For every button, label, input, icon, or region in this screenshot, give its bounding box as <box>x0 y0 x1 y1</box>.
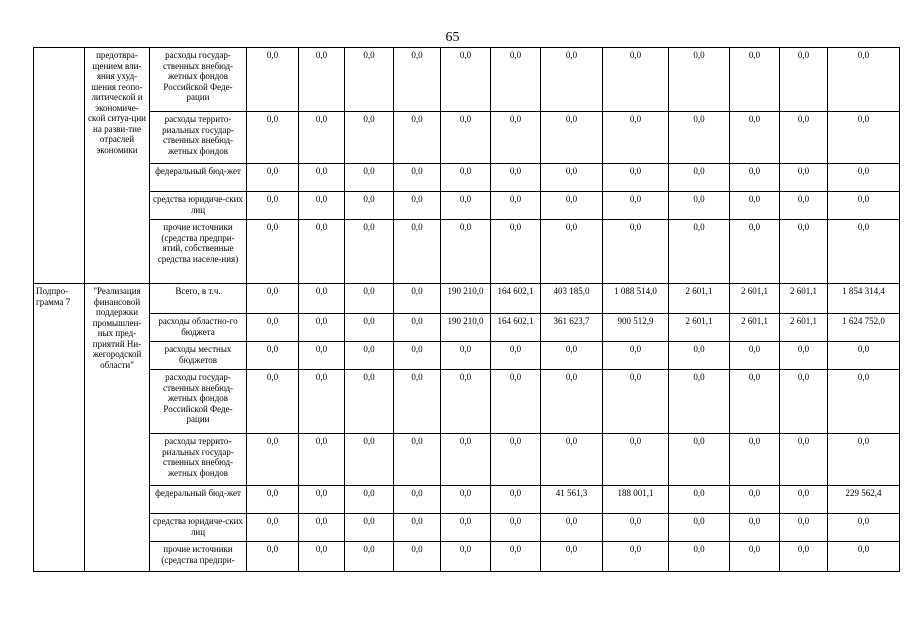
value-cell: 0,0 <box>669 220 730 284</box>
funding-source-cell: расходы террито-риальных государ-ственных внебюд-жетных фондов <box>150 434 247 486</box>
value-cell: 0,0 <box>669 370 730 434</box>
value-cell: 0,0 <box>299 314 345 342</box>
table-row <box>34 112 900 164</box>
value-cell: 1 088 514,0 <box>603 284 669 314</box>
value-cell: 0,0 <box>669 514 730 542</box>
value-cell: 0,0 <box>247 220 299 284</box>
value-cell: 0,0 <box>394 192 441 220</box>
value-cell: 0,0 <box>603 514 669 542</box>
value-cell: 0,0 <box>828 192 900 220</box>
page-number: 65 <box>445 30 460 45</box>
value-cell: 0,0 <box>491 514 541 542</box>
funding-source-cell: прочие источники (средства предпри- <box>150 542 247 572</box>
table-row <box>34 192 900 220</box>
value-cell: 0,0 <box>247 370 299 434</box>
value-cell: 0,0 <box>669 164 730 192</box>
value-cell: 0,0 <box>394 542 441 572</box>
value-cell: 0,0 <box>828 220 900 284</box>
value-cell: 0,0 <box>441 164 491 192</box>
value-cell: 0,0 <box>441 342 491 370</box>
value-cell: 2 601,1 <box>780 284 828 314</box>
value-cell: 0,0 <box>491 342 541 370</box>
value-cell: 0,0 <box>345 284 394 314</box>
value-cell: 0,0 <box>780 342 828 370</box>
value-cell: 1 624 752,0 <box>828 314 900 342</box>
value-cell: 0,0 <box>780 486 828 514</box>
value-cell: 0,0 <box>780 164 828 192</box>
funding-source-cell: средства юридиче-ских лиц <box>150 192 247 220</box>
value-cell: 900 512,9 <box>603 314 669 342</box>
value-cell: 190 210,0 <box>441 284 491 314</box>
value-cell: 0,0 <box>780 192 828 220</box>
program-name-cell: предотвра-щением вли-яния ухуд-шения геопо-литической и экономиче-ской ситуа-ции на разви-тие отраслей экономики <box>85 48 150 284</box>
value-cell: 0,0 <box>541 342 603 370</box>
value-cell: 0,0 <box>669 542 730 572</box>
value-cell: 0,0 <box>828 514 900 542</box>
value-cell: 361 623,7 <box>541 314 603 342</box>
value-cell: 403 185,0 <box>541 284 603 314</box>
value-cell: 0,0 <box>730 48 780 112</box>
value-cell: 0,0 <box>299 192 345 220</box>
value-cell: 0,0 <box>394 514 441 542</box>
value-cell: 0,0 <box>299 48 345 112</box>
value-cell: 0,0 <box>345 314 394 342</box>
value-cell: 229 562,4 <box>828 486 900 514</box>
value-cell: 0,0 <box>247 434 299 486</box>
table-row <box>34 48 900 112</box>
value-cell: 0,0 <box>299 342 345 370</box>
value-cell: 0,0 <box>780 112 828 164</box>
funding-source-cell: расходы местных бюджетов <box>150 342 247 370</box>
value-cell: 0,0 <box>669 486 730 514</box>
value-cell: 0,0 <box>828 342 900 370</box>
value-cell: 0,0 <box>299 284 345 314</box>
value-cell: 0,0 <box>491 486 541 514</box>
value-cell: 0,0 <box>441 220 491 284</box>
funding-source-cell: федеральный бюд-жет <box>150 486 247 514</box>
table-row <box>34 542 900 572</box>
value-cell: 0,0 <box>345 486 394 514</box>
value-cell: 0,0 <box>730 542 780 572</box>
value-cell: 0,0 <box>491 370 541 434</box>
value-cell: 0,0 <box>491 112 541 164</box>
value-cell: 0,0 <box>541 192 603 220</box>
table-row <box>34 314 900 342</box>
funding-source-cell: расходы государ-ственных внебюд-жетных фондов Российской Феде-рации <box>150 370 247 434</box>
value-cell: 0,0 <box>541 164 603 192</box>
value-cell: 0,0 <box>491 192 541 220</box>
budget-table <box>33 47 900 572</box>
funding-source-cell: расходы государ-ственных внебюд-жетных фондов Российской Феде-рации <box>150 48 247 112</box>
funding-source-cell: федеральный бюд-жет <box>150 164 247 192</box>
value-cell: 0,0 <box>541 514 603 542</box>
value-cell: 0,0 <box>441 48 491 112</box>
value-cell: 0,0 <box>780 370 828 434</box>
value-cell: 0,0 <box>394 284 441 314</box>
value-cell: 0,0 <box>603 542 669 572</box>
value-cell: 0,0 <box>345 164 394 192</box>
value-cell: 0,0 <box>491 220 541 284</box>
value-cell: 0,0 <box>394 486 441 514</box>
value-cell: 0,0 <box>247 164 299 192</box>
value-cell: 0,0 <box>669 192 730 220</box>
value-cell: 0,0 <box>730 220 780 284</box>
value-cell: 2 601,1 <box>730 314 780 342</box>
value-cell: 2 601,1 <box>730 284 780 314</box>
value-cell: 0,0 <box>247 284 299 314</box>
value-cell: 0,0 <box>780 220 828 284</box>
value-cell: 0,0 <box>247 314 299 342</box>
value-cell: 0,0 <box>247 112 299 164</box>
value-cell: 0,0 <box>394 434 441 486</box>
table-row <box>34 164 900 192</box>
value-cell: 0,0 <box>345 192 394 220</box>
value-cell: 0,0 <box>780 48 828 112</box>
table-row <box>34 486 900 514</box>
value-cell: 0,0 <box>299 220 345 284</box>
value-cell: 0,0 <box>345 48 394 112</box>
value-cell: 0,0 <box>441 192 491 220</box>
value-cell: 0,0 <box>603 342 669 370</box>
value-cell: 0,0 <box>780 542 828 572</box>
value-cell: 0,0 <box>603 192 669 220</box>
value-cell: 190 210,0 <box>441 314 491 342</box>
value-cell: 0,0 <box>603 370 669 434</box>
value-cell: 0,0 <box>828 370 900 434</box>
value-cell: 0,0 <box>780 434 828 486</box>
table-row <box>34 220 900 284</box>
funding-source-cell: прочие источники (средства предпри-ятий, собственные средства населе-ния) <box>150 220 247 284</box>
value-cell: 2 601,1 <box>669 284 730 314</box>
value-cell: 0,0 <box>541 112 603 164</box>
funding-source-cell: Всего, в т.ч. <box>150 284 247 314</box>
value-cell: 0,0 <box>394 220 441 284</box>
value-cell: 188 001,1 <box>603 486 669 514</box>
value-cell: 0,0 <box>345 542 394 572</box>
table-row <box>34 370 900 434</box>
value-cell: 0,0 <box>730 434 780 486</box>
value-cell: 0,0 <box>394 164 441 192</box>
value-cell: 0,0 <box>603 164 669 192</box>
funding-source-cell: расходы областно-го бюджета <box>150 314 247 342</box>
funding-source-cell: средства юридиче-ских лиц <box>150 514 247 542</box>
value-cell: 0,0 <box>730 370 780 434</box>
value-cell: 0,0 <box>603 112 669 164</box>
value-cell: 0,0 <box>247 542 299 572</box>
value-cell: 0,0 <box>299 486 345 514</box>
value-cell: 0,0 <box>345 514 394 542</box>
value-cell: 0,0 <box>828 164 900 192</box>
value-cell: 0,0 <box>247 342 299 370</box>
value-cell: 0,0 <box>345 220 394 284</box>
value-cell: 0,0 <box>441 434 491 486</box>
value-cell: 0,0 <box>541 542 603 572</box>
value-cell: 0,0 <box>491 164 541 192</box>
value-cell: 164 602,1 <box>491 314 541 342</box>
value-cell: 0,0 <box>669 434 730 486</box>
value-cell: 0,0 <box>730 112 780 164</box>
value-cell: 0,0 <box>247 514 299 542</box>
table-row <box>34 342 900 370</box>
table-row <box>34 284 900 314</box>
value-cell: 0,0 <box>394 112 441 164</box>
value-cell: 0,0 <box>299 112 345 164</box>
value-cell: 0,0 <box>299 164 345 192</box>
program-cell <box>34 48 85 284</box>
value-cell: 2 601,1 <box>669 314 730 342</box>
value-cell: 0,0 <box>828 434 900 486</box>
value-cell: 0,0 <box>299 514 345 542</box>
value-cell: 0,0 <box>541 220 603 284</box>
value-cell: 0,0 <box>345 112 394 164</box>
table-row <box>34 434 900 486</box>
value-cell: 0,0 <box>730 192 780 220</box>
value-cell: 0,0 <box>247 486 299 514</box>
value-cell: 0,0 <box>441 370 491 434</box>
program-name-cell: "Реализация финансовой поддержки промышлен-ных пред-приятий Ни-жегородской области" <box>85 284 150 572</box>
value-cell: 0,0 <box>491 48 541 112</box>
value-cell: 0,0 <box>828 48 900 112</box>
value-cell: 0,0 <box>669 112 730 164</box>
value-cell: 0,0 <box>345 342 394 370</box>
value-cell: 2 601,1 <box>780 314 828 342</box>
value-cell: 0,0 <box>730 342 780 370</box>
value-cell: 0,0 <box>541 48 603 112</box>
value-cell: 0,0 <box>541 434 603 486</box>
value-cell: 0,0 <box>345 434 394 486</box>
value-cell: 0,0 <box>828 112 900 164</box>
value-cell: 1 854 314,4 <box>828 284 900 314</box>
value-cell: 0,0 <box>345 370 394 434</box>
value-cell: 0,0 <box>441 542 491 572</box>
value-cell: 164 602,1 <box>491 284 541 314</box>
value-cell: 0,0 <box>394 314 441 342</box>
value-cell: 0,0 <box>730 514 780 542</box>
value-cell: 0,0 <box>491 434 541 486</box>
value-cell: 0,0 <box>299 370 345 434</box>
value-cell: 0,0 <box>669 342 730 370</box>
value-cell: 0,0 <box>394 48 441 112</box>
value-cell: 0,0 <box>780 514 828 542</box>
value-cell: 0,0 <box>441 514 491 542</box>
value-cell: 0,0 <box>828 542 900 572</box>
value-cell: 41 561,3 <box>541 486 603 514</box>
value-cell: 0,0 <box>247 48 299 112</box>
funding-source-cell: расходы террито-риальных государ-ственных внебюд-жетных фондов <box>150 112 247 164</box>
value-cell: 0,0 <box>394 370 441 434</box>
value-cell: 0,0 <box>603 48 669 112</box>
value-cell: 0,0 <box>247 192 299 220</box>
value-cell: 0,0 <box>441 112 491 164</box>
table-row <box>34 514 900 542</box>
value-cell: 0,0 <box>669 48 730 112</box>
value-cell: 0,0 <box>603 434 669 486</box>
value-cell: 0,0 <box>394 342 441 370</box>
value-cell: 0,0 <box>491 542 541 572</box>
value-cell: 0,0 <box>441 486 491 514</box>
value-cell: 0,0 <box>730 486 780 514</box>
value-cell: 0,0 <box>541 370 603 434</box>
value-cell: 0,0 <box>299 434 345 486</box>
value-cell: 0,0 <box>603 220 669 284</box>
value-cell: 0,0 <box>299 542 345 572</box>
program-cell: Подпро-грамма 7 <box>34 284 85 572</box>
value-cell: 0,0 <box>730 164 780 192</box>
